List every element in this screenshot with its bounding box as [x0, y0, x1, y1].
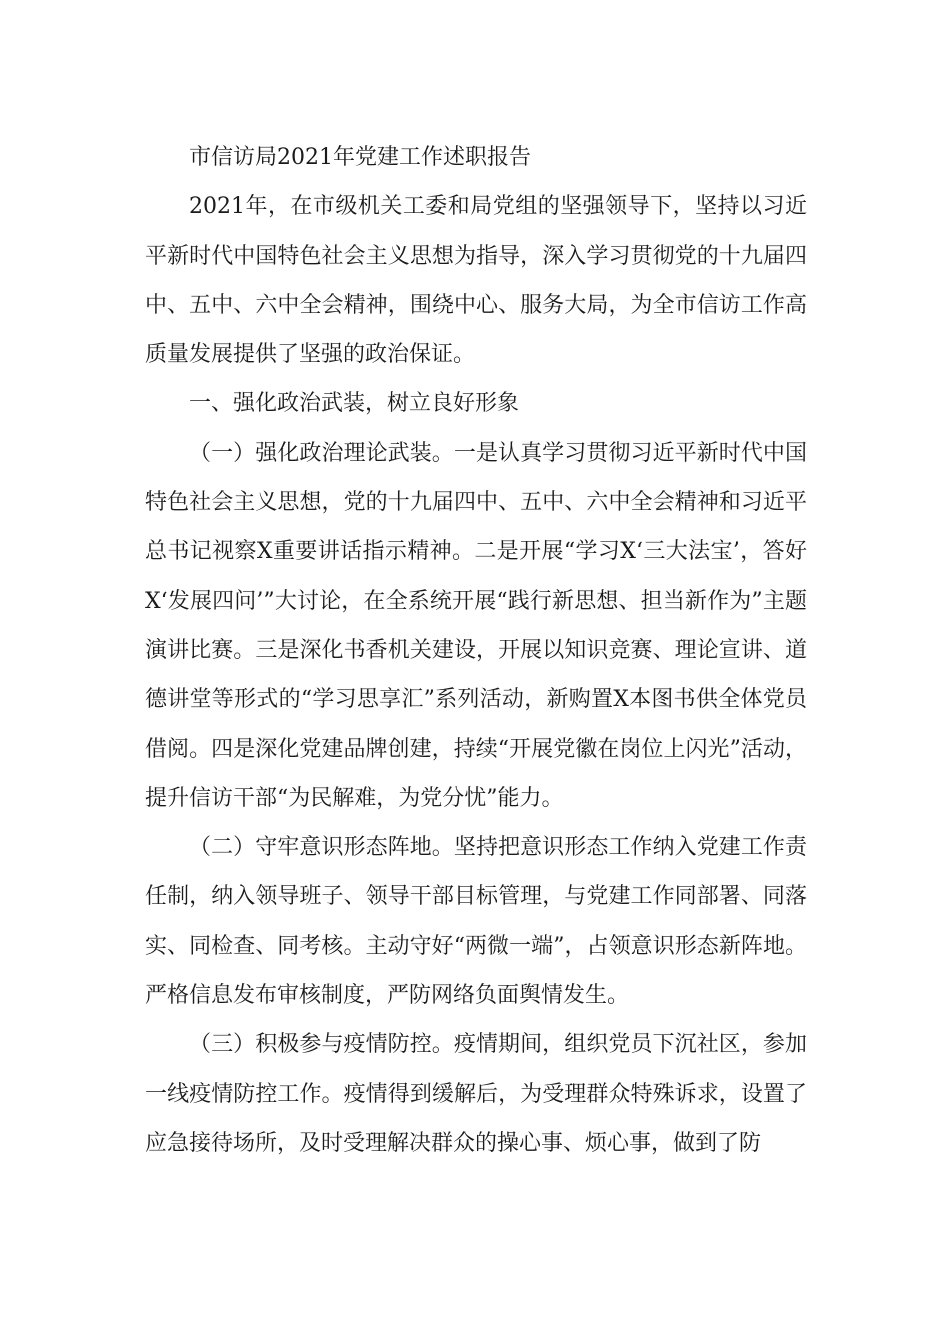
section-heading: 一、强化政治武装，树立良好形象	[189, 391, 520, 417]
intro-paragraph: 2021年，在市级机关工委和局党组的坚强领导下，坚持以习近平新时代中国特色社会主义思想为指导，深入学习贯彻党的十九届四中、五中、六中全会精神，围绕中心、服务大局，为全市信访工作高质量发展提供了坚强的政治保证。	[145, 194, 807, 368]
paragraph-political-theory: （一）强化政治理论武装。一是认真学习贯彻习近平新时代中国特色社会主义思想，党的十九届四中、五中、六中全会精神和习近平总书记视察X重要讲话指示精神。二是开展“学习X‘三大法宝’，答好X‘发展四问’”大讨论，在全系统开展“践行新思想、担当新作为”主题演讲比赛。三是深化书香机关建设，开展以知识竞赛、理论宣讲、道德讲堂等形式的“学习思享汇”系列活动，新购置X本图书供全体党员借阅。四是深化党建品牌创建，持续“开展党徽在岗位上闪光”活动，提升信访干部“为民解难，为党分忧”能力。	[145, 440, 807, 811]
paragraph-ideology: （二）守牢意识形态阵地。坚持把意识形态工作纳入党建工作责任制，纳入领导班子、领导干部目标管理，与党建工作同部署、同落实、同检查、同考核。主动守好“两微一端”，占领意识形态新阵地。严格信息发布审核制度，严防网络负面舆情发生。	[145, 835, 807, 1009]
document-body	[145, 133, 807, 1168]
document-title: 市信访局2021年党建工作述职报告	[189, 145, 531, 170]
paragraph-epidemic: （三）积极参与疫情防控。疫情期间，组织党员下沉社区，参加一线疫情防控工作。疫情得到缓解后，为受理群众特殊诉求，设置了应急接待场所，及时受理解决群众的操心事、烦心事，做到了防	[145, 1032, 807, 1156]
